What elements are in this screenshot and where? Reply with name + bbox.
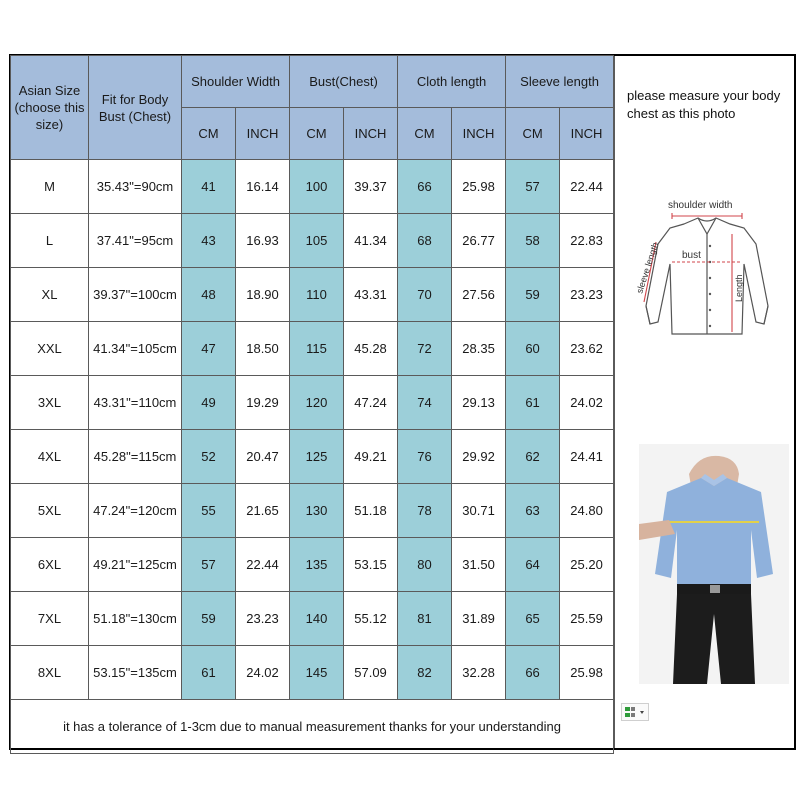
bust-cm-cell: 130 xyxy=(290,484,344,538)
fit-cell: 41.34"=105cm xyxy=(89,322,182,376)
shoulder-inch-cell: 18.90 xyxy=(236,268,290,322)
unit-header: CM xyxy=(506,108,560,160)
shoulder-cm-cell: 41 xyxy=(182,160,236,214)
fit-cell: 45.28"=115cm xyxy=(89,430,182,484)
table-row xyxy=(11,646,614,700)
shoulder-cm-cell: 49 xyxy=(182,376,236,430)
table-row xyxy=(11,376,614,430)
sleeve-cm-cell: 65 xyxy=(506,592,560,646)
unit-header: INCH xyxy=(344,108,398,160)
tolerance-note: it has a tolerance of 1-3cm due to manual measurement thanks for your understanding xyxy=(11,700,614,754)
fit-cell: 47.24"=120cm xyxy=(89,484,182,538)
paste-options-icon[interactable] xyxy=(621,703,649,721)
bust-cm-cell: 145 xyxy=(290,646,344,700)
sleeve-inch-cell: 23.62 xyxy=(560,322,614,376)
size-header-label: Asian Size (choose this size) xyxy=(14,83,85,132)
sleeve-cm-cell: 64 xyxy=(506,538,560,592)
sleeve-inch-cell: 22.44 xyxy=(560,160,614,214)
shoulder-width-header: Shoulder Width xyxy=(182,56,290,108)
bust-inch-cell: 47.24 xyxy=(344,376,398,430)
measure-instruction: please measure your body chest as this photo xyxy=(627,88,781,121)
bust-inch-cell: 39.37 xyxy=(344,160,398,214)
fit-cell: 43.31"=110cm xyxy=(89,376,182,430)
size-cell: 7XL xyxy=(11,592,89,646)
fit-header-label: Fit for Body Bust (Chest) xyxy=(98,91,172,124)
length-cm-cell: 72 xyxy=(398,322,452,376)
length-cm-cell: 76 xyxy=(398,430,452,484)
sleeve-cm-cell: 58 xyxy=(506,214,560,268)
bust-inch-cell: 53.15 xyxy=(344,538,398,592)
size-cell: XXL xyxy=(11,322,89,376)
sleeve-cm-cell: 61 xyxy=(506,376,560,430)
length-inch-cell: 25.98 xyxy=(452,160,506,214)
sleeve-inch-cell: 24.41 xyxy=(560,430,614,484)
bust-inch-cell: 49.21 xyxy=(344,430,398,484)
bust-cm-cell: 115 xyxy=(290,322,344,376)
length-cm-cell: 68 xyxy=(398,214,452,268)
table-row xyxy=(11,268,614,322)
bust-cm-cell: 140 xyxy=(290,592,344,646)
unit-header: CM xyxy=(398,108,452,160)
sleeve-cm-cell: 59 xyxy=(506,268,560,322)
table-row xyxy=(11,430,614,484)
shoulder-inch-cell: 19.29 xyxy=(236,376,290,430)
size-cell: 4XL xyxy=(11,430,89,484)
diagram-label-sleeve: sleeve length xyxy=(634,241,661,295)
bust-inch-cell: 43.31 xyxy=(344,268,398,322)
unit-header: CM xyxy=(182,108,236,160)
table-row xyxy=(11,322,614,376)
fit-header xyxy=(89,56,182,160)
length-inch-cell: 29.92 xyxy=(452,430,506,484)
sleeve-inch-cell: 23.23 xyxy=(560,268,614,322)
shoulder-cm-cell: 52 xyxy=(182,430,236,484)
fit-cell: 35.43"=90cm xyxy=(89,160,182,214)
bust-inch-cell: 41.34 xyxy=(344,214,398,268)
diagram-label-bust: bust xyxy=(682,250,701,261)
sleeve-cm-cell: 60 xyxy=(506,322,560,376)
unit-header: INCH xyxy=(560,108,614,160)
length-cm-cell: 81 xyxy=(398,592,452,646)
sleeve-length-header: Sleeve length xyxy=(506,56,614,108)
shoulder-inch-cell: 16.14 xyxy=(236,160,290,214)
size-cell: M xyxy=(11,160,89,214)
size-header xyxy=(11,56,89,160)
shoulder-cm-cell: 48 xyxy=(182,268,236,322)
table-row xyxy=(11,538,614,592)
bust-cm-cell: 135 xyxy=(290,538,344,592)
sleeve-inch-cell: 24.02 xyxy=(560,376,614,430)
sleeve-cm-cell: 57 xyxy=(506,160,560,214)
length-cm-cell: 80 xyxy=(398,538,452,592)
fit-cell: 37.41"=95cm xyxy=(89,214,182,268)
shoulder-inch-cell: 22.44 xyxy=(236,538,290,592)
fit-cell: 49.21"=125cm xyxy=(89,538,182,592)
unit-header: INCH xyxy=(236,108,290,160)
size-cell: 3XL xyxy=(11,376,89,430)
sleeve-inch-cell: 25.98 xyxy=(560,646,614,700)
diagram-label-shoulder: shoulder width xyxy=(668,200,733,211)
bust-cm-cell: 110 xyxy=(290,268,344,322)
length-inch-cell: 31.50 xyxy=(452,538,506,592)
bust-cm-cell: 105 xyxy=(290,214,344,268)
shirt-measurement-diagram xyxy=(632,194,782,344)
length-cm-cell: 66 xyxy=(398,160,452,214)
shoulder-cm-cell: 55 xyxy=(182,484,236,538)
shoulder-cm-cell: 47 xyxy=(182,322,236,376)
length-inch-cell: 29.13 xyxy=(452,376,506,430)
shoulder-inch-cell: 18.50 xyxy=(236,322,290,376)
bust-inch-cell: 45.28 xyxy=(344,322,398,376)
bust-cm-cell: 120 xyxy=(290,376,344,430)
measuring-chest-photo xyxy=(639,444,789,684)
sleeve-inch-cell: 25.59 xyxy=(560,592,614,646)
fit-cell: 51.18"=130cm xyxy=(89,592,182,646)
sleeve-cm-cell: 62 xyxy=(506,430,560,484)
bust-inch-cell: 51.18 xyxy=(344,484,398,538)
size-cell: 8XL xyxy=(11,646,89,700)
length-inch-cell: 32.28 xyxy=(452,646,506,700)
shoulder-cm-cell: 59 xyxy=(182,592,236,646)
sleeve-cm-cell: 63 xyxy=(506,484,560,538)
bust-cm-cell: 125 xyxy=(290,430,344,484)
size-cell: 6XL xyxy=(11,538,89,592)
shoulder-inch-cell: 16.93 xyxy=(236,214,290,268)
shoulder-cm-cell: 61 xyxy=(182,646,236,700)
length-inch-cell: 31.89 xyxy=(452,592,506,646)
sleeve-inch-cell: 25.20 xyxy=(560,538,614,592)
table-row xyxy=(11,214,614,268)
table-row xyxy=(11,160,614,214)
shoulder-inch-cell: 20.47 xyxy=(236,430,290,484)
table-row xyxy=(11,484,614,538)
length-cm-cell: 82 xyxy=(398,646,452,700)
length-inch-cell: 26.77 xyxy=(452,214,506,268)
fit-cell: 39.37"=100cm xyxy=(89,268,182,322)
length-cm-cell: 78 xyxy=(398,484,452,538)
bust-header: Bust(Chest) xyxy=(290,56,398,108)
sleeve-inch-cell: 22.83 xyxy=(560,214,614,268)
size-cell: 5XL xyxy=(11,484,89,538)
fit-cell: 53.15"=135cm xyxy=(89,646,182,700)
bust-inch-cell: 55.12 xyxy=(344,592,398,646)
size-cell: L xyxy=(11,214,89,268)
unit-header: CM xyxy=(290,108,344,160)
shoulder-cm-cell: 57 xyxy=(182,538,236,592)
length-cm-cell: 74 xyxy=(398,376,452,430)
length-cm-cell: 70 xyxy=(398,268,452,322)
shoulder-inch-cell: 24.02 xyxy=(236,646,290,700)
bust-cm-cell: 100 xyxy=(290,160,344,214)
cloth-length-header: Cloth length xyxy=(398,56,506,108)
length-inch-cell: 28.35 xyxy=(452,322,506,376)
measurement-sidebar xyxy=(614,56,795,748)
length-inch-cell: 27.56 xyxy=(452,268,506,322)
shoulder-cm-cell: 43 xyxy=(182,214,236,268)
diagram-label-length: Length xyxy=(734,274,744,302)
unit-header: INCH xyxy=(452,108,506,160)
size-cell: XL xyxy=(11,268,89,322)
shoulder-inch-cell: 23.23 xyxy=(236,592,290,646)
table-row xyxy=(11,592,614,646)
sleeve-cm-cell: 66 xyxy=(506,646,560,700)
length-inch-cell: 30.71 xyxy=(452,484,506,538)
size-rows xyxy=(11,160,614,700)
shoulder-inch-cell: 21.65 xyxy=(236,484,290,538)
size-chart-table xyxy=(10,55,614,754)
sleeve-inch-cell: 24.80 xyxy=(560,484,614,538)
bust-inch-cell: 57.09 xyxy=(344,646,398,700)
